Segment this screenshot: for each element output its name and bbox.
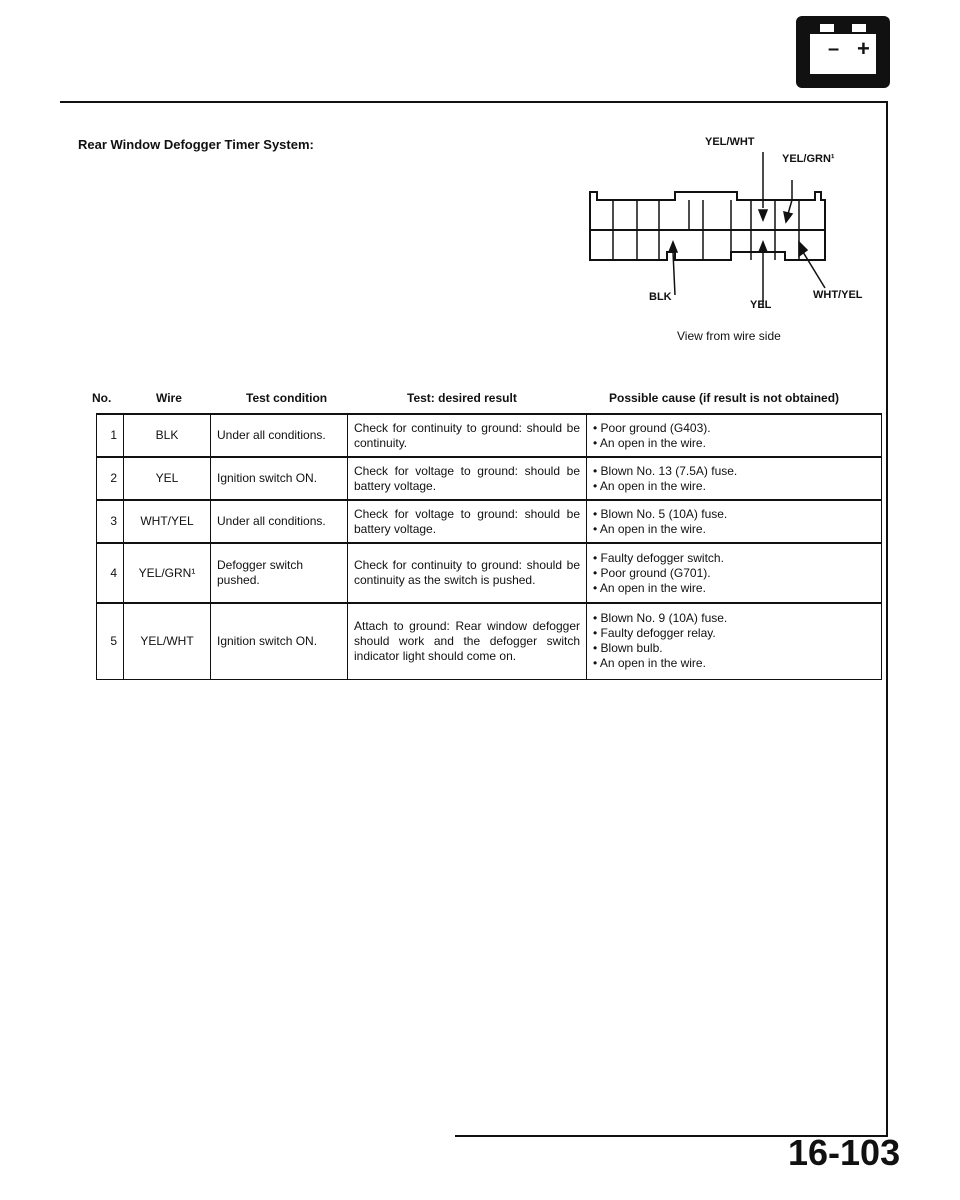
cause-item: • Faulty defogger switch. — [593, 550, 724, 565]
section-title: Rear Window Defogger Timer System: — [78, 137, 314, 152]
cell-cause — [587, 414, 882, 457]
cell-no: 1 — [97, 414, 124, 457]
battery-terminal-right — [852, 24, 866, 32]
cell-cause — [587, 457, 882, 500]
cause-item: • Poor ground (G403). — [593, 420, 711, 435]
cell-cause — [587, 543, 882, 603]
table-row — [97, 603, 882, 679]
table-row — [97, 543, 882, 603]
cell-wire: YEL/GRN¹ — [124, 543, 211, 603]
pin-label-yel-grn: YEL/GRN¹ — [782, 153, 835, 165]
battery-face — [810, 34, 876, 74]
cell-wire: YEL — [124, 457, 211, 500]
battery-plus-sign: + — [857, 36, 870, 61]
arrow-yel-grn — [784, 212, 792, 222]
cause-item: • An open in the wire. — [593, 435, 706, 450]
pin-label-yel-wht: YEL/WHT — [705, 136, 755, 148]
battery-terminal-left — [820, 24, 834, 32]
pin-label-wht-yel: WHT/YEL — [813, 289, 863, 301]
header-cause: Possible cause (if result is not obtained) — [609, 391, 840, 405]
battery-icon — [796, 16, 890, 88]
connector-drawing — [585, 130, 885, 350]
cell-cause — [587, 603, 882, 679]
cell-result: Check for continuity to ground: should be continuity as the switch is pushed. — [348, 543, 587, 603]
cause-item: • Blown No. 9 (10A) fuse. — [593, 611, 728, 626]
cell-cause — [587, 500, 882, 543]
cause-item: • An open in the wire. — [593, 656, 706, 671]
cell-no: 3 — [97, 500, 124, 543]
cause-item: • An open in the wire. — [593, 580, 706, 595]
cell-condition: Defogger switch pushed. — [211, 543, 348, 603]
header-condition: Test condition — [246, 391, 328, 405]
cell-wire: WHT/YEL — [124, 500, 211, 543]
cell-result: Attach to ground: Rear window defogger should work and the defogger switch indicator light should come on. — [348, 603, 587, 679]
connector-diagram — [585, 130, 885, 350]
arrow-wht-yel — [799, 242, 807, 256]
cell-result: Check for continuity to ground: should be continuity. — [348, 414, 587, 457]
cause-item: • Poor ground (G701). — [593, 565, 711, 580]
cause-item: • Blown No. 5 (10A) fuse. — [593, 506, 728, 521]
header-no: No. — [92, 391, 112, 405]
pin-label-yel: YEL — [750, 299, 772, 311]
table-row — [97, 414, 882, 457]
wire-wht-yel — [803, 252, 825, 288]
cell-condition: Ignition switch ON. — [211, 603, 348, 679]
cell-result: Check for voltage to ground: should be battery voltage. — [348, 457, 587, 500]
cell-no: 5 — [97, 603, 124, 679]
table-row — [97, 457, 882, 500]
cell-no: 4 — [97, 543, 124, 603]
arrow-blk — [669, 242, 677, 252]
cell-condition: Ignition switch ON. — [211, 457, 348, 500]
top-rule — [60, 101, 888, 103]
cause-item: • Blown No. 13 (7.5A) fuse. — [593, 463, 738, 478]
cell-no: 2 — [97, 457, 124, 500]
header-wire: Wire — [156, 391, 182, 405]
cell-result: Check for voltage to ground: should be battery voltage. — [348, 500, 587, 543]
test-table — [96, 413, 882, 680]
cause-item: • Faulty defogger relay. — [593, 626, 716, 641]
page-number: 16-103 — [788, 1132, 901, 1173]
arrow-yel-wht — [759, 210, 767, 220]
connector-outline — [590, 192, 825, 260]
cell-wire: BLK — [124, 414, 211, 457]
arrow-yel — [759, 242, 767, 252]
header-result: Test: desired result — [407, 391, 517, 405]
cell-condition: Under all conditions. — [211, 414, 348, 457]
cell-condition: Under all conditions. — [211, 500, 348, 543]
view-caption: View from wire side — [677, 329, 781, 343]
right-rule — [886, 101, 888, 1136]
wire-yel-grn — [788, 180, 792, 214]
cause-item: • Blown bulb. — [593, 641, 663, 656]
cell-wire: YEL/WHT — [124, 603, 211, 679]
cause-item: • An open in the wire. — [593, 478, 706, 493]
cause-item: • An open in the wire. — [593, 521, 706, 536]
table-row — [97, 500, 882, 543]
battery-minus-sign: – — [828, 38, 840, 60]
pin-label-blk: BLK — [649, 291, 672, 303]
